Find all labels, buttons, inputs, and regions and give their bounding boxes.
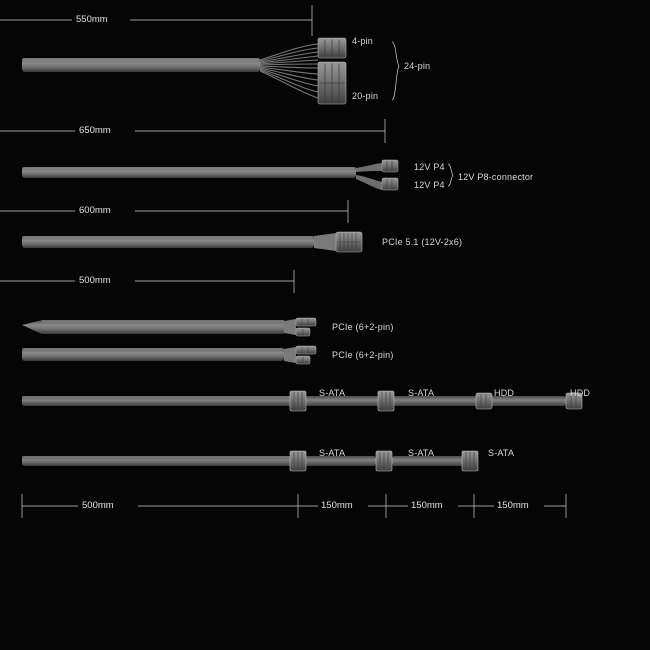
connector-label-hdd-row1-2: HDD [570, 388, 591, 398]
connector-label-sata-row2-3: S-ATA [488, 448, 515, 458]
connector-label-pcie-62-bottom: PCIe (6+2-pin) [332, 350, 394, 360]
dimension-label-150mm-c: 150mm [497, 500, 529, 511]
dimension-label-500mm-pcie: 500mm [79, 275, 111, 286]
connector-label-12v-p4-top: 12V P4 [414, 162, 445, 172]
connector-label-sata-row1-1: S-ATA [319, 388, 346, 398]
dimension-label-150mm-a: 150mm [321, 500, 353, 511]
connector-label-4-pin: 4-pin [352, 36, 374, 46]
connector-label-12v-p8: 12V P8-connector [458, 172, 534, 182]
connector-label-24-pin: 24-pin [404, 61, 431, 71]
dimension-label-600mm: 600mm [79, 205, 111, 216]
dimension-label-500mm-sata: 500mm [82, 500, 114, 511]
dimension-label-550mm: 550mm [76, 14, 108, 25]
dimension-label-650mm: 650mm [79, 125, 111, 136]
connector-label-sata-row2-2: S-ATA [408, 448, 435, 458]
connector-label-hdd-row1-1: HDD [494, 388, 515, 398]
connector-label-20-pin: 20-pin [352, 91, 379, 101]
connector-label-pcie-62-top: PCIe (6+2-pin) [332, 322, 394, 332]
connector-label-sata-row1-2: S-ATA [408, 388, 435, 398]
connector-label-pcie-51: PCIe 5.1 (12V-2x6) [382, 237, 463, 247]
dimension-label-150mm-b: 150mm [411, 500, 443, 511]
connector-label-12v-p4-bottom: 12V P4 [414, 180, 445, 190]
connector-label-sata-row2-1: S-ATA [319, 448, 346, 458]
